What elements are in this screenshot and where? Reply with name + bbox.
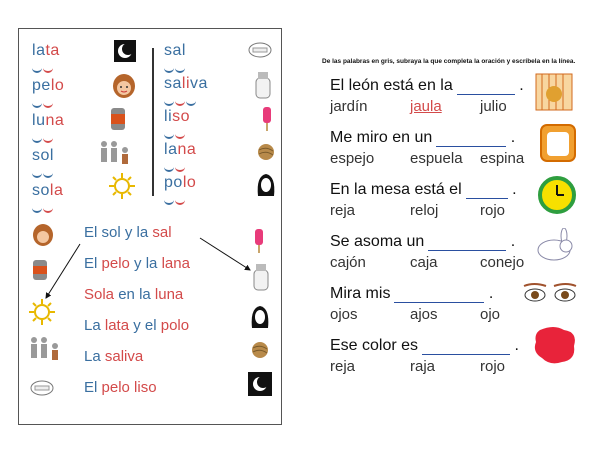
word-left-4: sola (32, 182, 64, 199)
word-left-3: sol (32, 147, 54, 164)
word-right-0: sal (164, 42, 186, 59)
item-sentence-1: Me miro en un . (330, 129, 516, 146)
option-5-2[interactable]: rojo (480, 358, 506, 375)
item-sentence-3: Se asoma un . (330, 233, 516, 250)
sentence-5: El pelo liso (84, 379, 157, 396)
option-0-0[interactable]: jardín (330, 98, 368, 115)
sentence-3: La lata y el polo (84, 317, 190, 334)
instruction-text: De las palabras en gris, subraya la que completa la oración y escríbela en la línea. (322, 58, 576, 65)
sentence-2: Sola en la luna (84, 286, 184, 303)
word-left-2: luna (32, 112, 65, 129)
option-2-1[interactable]: reloj (410, 202, 439, 219)
option-1-2[interactable]: espina (480, 150, 525, 167)
option-4-2[interactable]: ojo (480, 306, 501, 323)
sentence-1: El pelo y la lana (84, 255, 190, 272)
item-sentence-5: Ese color es . (330, 337, 519, 354)
item-sentence-4: Mira mis . (330, 285, 494, 302)
option-3-2[interactable]: conejo (480, 254, 525, 271)
answer-blank-0[interactable] (457, 76, 515, 95)
option-0-2[interactable]: julio (480, 98, 507, 115)
answer-blank-1[interactable] (436, 128, 506, 147)
answer-blank-3[interactable] (428, 232, 506, 251)
mirror-icon (540, 124, 576, 162)
red-blot-icon (532, 324, 578, 366)
item-sentence-2: En la mesa está el . (330, 181, 517, 198)
option-5-0[interactable]: reja (330, 358, 356, 375)
word-left-1: pelo (32, 77, 65, 94)
option-1-0[interactable]: espejo (330, 150, 375, 167)
option-2-2[interactable]: rojo (480, 202, 506, 219)
eyes-icon (522, 282, 578, 304)
option-0-1[interactable]: jaula (410, 98, 442, 115)
clock-icon (538, 176, 576, 214)
option-3-1[interactable]: caja (410, 254, 438, 271)
word-left-0: lata (32, 42, 60, 59)
item-sentence-0: El león está en la . (330, 77, 524, 94)
option-2-0[interactable]: reja (330, 202, 356, 219)
option-1-1[interactable]: espuela (410, 150, 463, 167)
word-right-3: lana (164, 141, 197, 158)
answer-blank-2[interactable] (466, 180, 508, 199)
word-right-4: polo (164, 174, 197, 191)
option-3-0[interactable]: cajón (330, 254, 366, 271)
answer-blank-4[interactable] (394, 284, 484, 303)
answer-blank-5[interactable] (422, 336, 510, 355)
word-right-1: saliva (164, 75, 208, 92)
cage-icon (534, 72, 574, 112)
rabbit-icon (532, 228, 576, 262)
option-4-1[interactable]: ajos (410, 306, 438, 323)
option-5-1[interactable]: raja (410, 358, 436, 375)
sentence-0: El sol y la sal (84, 224, 172, 241)
word-right-2: liso (164, 108, 191, 125)
option-4-0[interactable]: ojos (330, 306, 358, 323)
sentence-4: La saliva (84, 348, 144, 365)
